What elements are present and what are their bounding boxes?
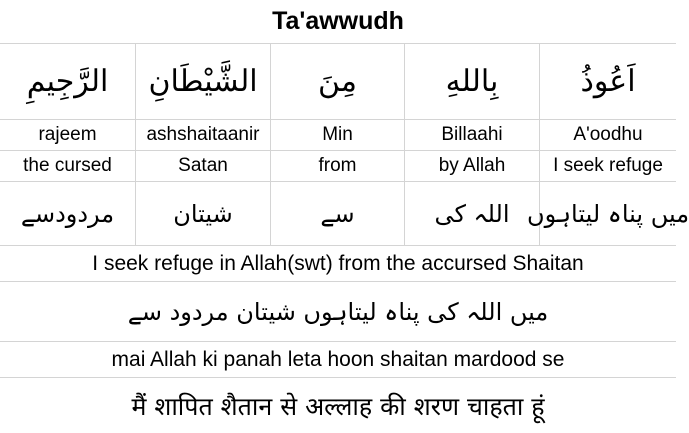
arabic-word-shaitan: الشَّيْطَانِ (136, 44, 271, 119)
english-rajeem: the cursed (0, 151, 136, 181)
title-text: Ta'awwudh (272, 7, 404, 35)
translit-rajeem: rajeem (0, 120, 136, 150)
transliteration-row (0, 120, 676, 151)
urdu-rajeem: مردودسے (0, 182, 136, 245)
urdu-shaitan: شیتان (136, 182, 271, 245)
arabic-word-billaahi: بِاللهِ (405, 44, 540, 119)
translit-aoodhu: A'oodhu (573, 124, 643, 145)
urdu-words-row (0, 182, 689, 246)
full-urdu-translation (0, 282, 676, 342)
arabic-word-min: مِنَ (271, 44, 405, 119)
english-words-row (0, 151, 676, 182)
roman-urdu-sentence: mai Allah ki panah leta hoon shaitan mardood se (111, 347, 565, 371)
english-min: from (271, 151, 405, 181)
hindi-sentence: मैं शापित शैतान से अल्लाह की शरण चाहता हूं (131, 391, 545, 421)
urdu-sentence: میں اللہ کی پناہ لیتاہوں شیتان مردود سے (127, 297, 549, 326)
english-sentence: I seek refuge in Allah(swt) from the accursed Shaitan (92, 251, 584, 275)
english-aoodhu: I seek refuge (553, 155, 663, 176)
full-hindi-translation (0, 378, 676, 433)
translit-min: Min (271, 120, 405, 150)
translit-billaahi: Billaahi (405, 120, 540, 150)
arabic-word-aoodhu: اَعُوذُ (580, 64, 636, 99)
table-title (0, 0, 676, 44)
full-roman-urdu-translation (0, 342, 676, 378)
full-english-translation (0, 246, 676, 282)
english-shaitan: Satan (136, 151, 271, 181)
translit-shaitan: ashshaitaanir (136, 120, 271, 150)
english-billaahi: by Allah (405, 151, 540, 181)
arabic-words-row (0, 44, 676, 120)
urdu-billaahi: اللہ کی (405, 182, 540, 245)
urdu-aoodhu: میں پناہ لیتاہوں (526, 199, 689, 228)
arabic-word-rajeem: الرَّجِيمِ (0, 44, 136, 119)
urdu-min: سے (271, 182, 405, 245)
